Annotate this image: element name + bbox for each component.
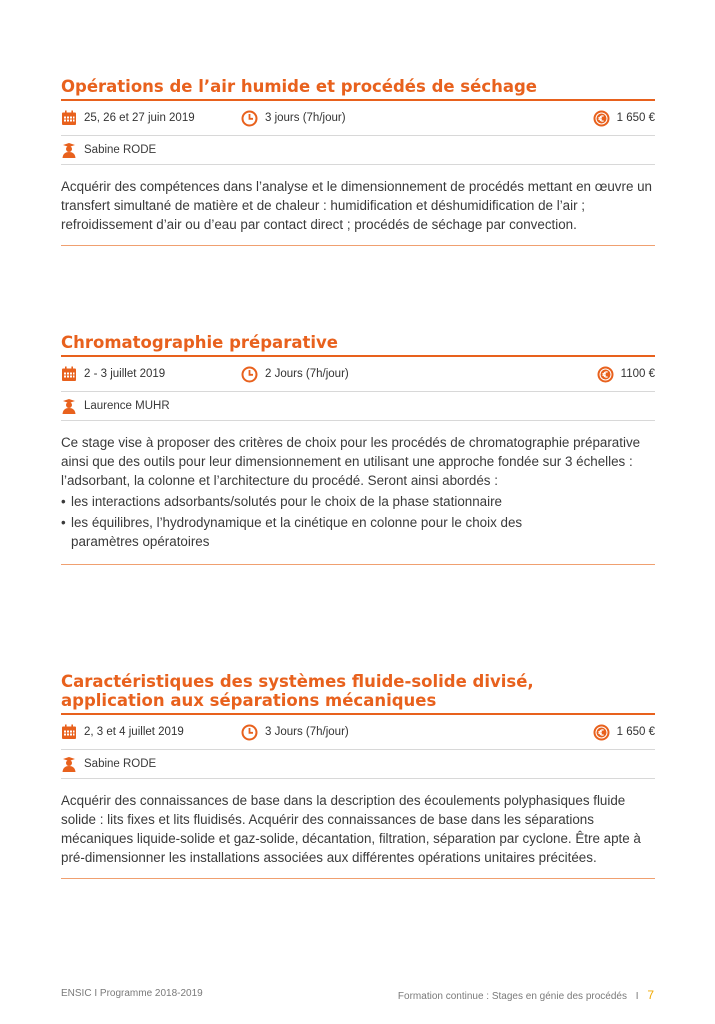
course-description (61, 779, 655, 878)
course-bottom-rule (61, 878, 655, 879)
course-title-line: Chromatographie préparative (61, 333, 338, 352)
course-title-line: application aux séparations mécaniques (61, 691, 437, 710)
course-description (61, 421, 655, 564)
dates-text: 25, 26 et 27 juin 2019 (84, 112, 195, 124)
course-title-line: Opérations de l’air humide et procédés de séchage (61, 77, 537, 96)
clock-icon (241, 724, 258, 741)
description-text: Acquérir des connaissances de base dans la description des écoulements polyphasiques fluide solide : lits fixes et lits fluidisés. Acquérir des connaissances de base dans les séparations mécaniques liquide-solide et gaz-solide, décantation, filtration, séparation par cyclone. Être apte à pré-dimensionner les installations associées aux différentes opérations unitaires précitées. (61, 793, 641, 865)
trainer-name: Laurence MUHR (84, 400, 170, 412)
trainer-name: Sabine RODE (84, 758, 157, 770)
dates-text: 2 - 3 juillet 2019 (84, 368, 166, 380)
duration-text: 2 Jours (7h/jour) (265, 368, 349, 380)
course-duration (241, 357, 349, 391)
course-price (597, 357, 655, 391)
trainer-name: Sabine RODE (84, 144, 157, 156)
price-text: 1 650 € (616, 726, 655, 738)
course-dates (61, 715, 184, 749)
duration-text: 3 Jours (7h/jour) (265, 726, 349, 738)
description-bullets (61, 492, 655, 551)
price-text: 1100 € (620, 368, 655, 380)
course-meta (61, 715, 655, 749)
course-price (593, 715, 655, 749)
clock-icon (241, 110, 258, 127)
course-description (61, 165, 655, 245)
course-title (61, 77, 655, 99)
trainer-icon (61, 142, 77, 158)
footer-separator: I (635, 991, 639, 1002)
page-number: 7 (647, 988, 654, 1002)
duration-text: 3 jours (7h/jour) (265, 112, 346, 124)
course-duration (241, 101, 346, 135)
course-trainer (61, 392, 655, 420)
course-dates (61, 101, 195, 135)
list-item: • les équilibres, l’hydrodynamique et la cinétique en colonne pour le choix des paramètres opératoires (61, 513, 655, 551)
euro-icon (597, 366, 614, 383)
footer-section-title: Formation continue : Stages en génie des procédés (397, 991, 627, 1002)
footer-right (398, 988, 654, 1002)
euro-icon (593, 724, 610, 741)
calendar-icon (61, 724, 77, 740)
trainer-icon (61, 398, 77, 414)
price-text: 1 650 € (616, 112, 655, 124)
dates-text: 2, 3 et 4 juillet 2019 (84, 726, 184, 738)
footer-program: ENSIC I Programme 2018-2019 (61, 988, 203, 999)
course-duration (241, 715, 349, 749)
course-bottom-rule (61, 564, 655, 565)
course-trainer (61, 750, 655, 778)
list-item: • les interactions adsorbants/solutés pour le choix de la phase stationnaire (61, 492, 655, 511)
course-block-2 (61, 333, 655, 565)
course-price (593, 101, 655, 135)
course-title (61, 672, 655, 713)
course-meta (61, 101, 655, 135)
course-bottom-rule (61, 245, 655, 246)
course-meta (61, 357, 655, 391)
clock-icon (241, 366, 258, 383)
trainer-icon (61, 756, 77, 772)
description-text: Ce stage vise à proposer des critères de choix pour les procédés de chromatographie préparative ainsi que des outils pour leur dimensionnement en utilisant une approche fondée sur 3 échelles : l’adsorbant, la colonne et l’architecture du procédé. Seront ainsi abordés : (61, 435, 641, 488)
euro-icon (593, 110, 610, 127)
course-block-3 (61, 672, 655, 879)
calendar-icon (61, 110, 77, 126)
course-title-line: Caractéristiques des systèmes fluide-solide divisé, (61, 672, 534, 691)
footer-left (61, 988, 203, 999)
course-title (61, 333, 655, 355)
course-block-1 (61, 77, 655, 246)
calendar-icon (61, 366, 77, 382)
course-trainer (61, 136, 655, 164)
course-dates (61, 357, 165, 391)
description-text: Acquérir des compétences dans l’analyse et le dimensionnement de procédés mettant en œuvre un transfert simultané de matière et de chaleur : humidification et déshumidification de l’air ; refroidissement d’air ou d’eau par contact direct ; procédés de séchage par convection. (61, 179, 653, 232)
